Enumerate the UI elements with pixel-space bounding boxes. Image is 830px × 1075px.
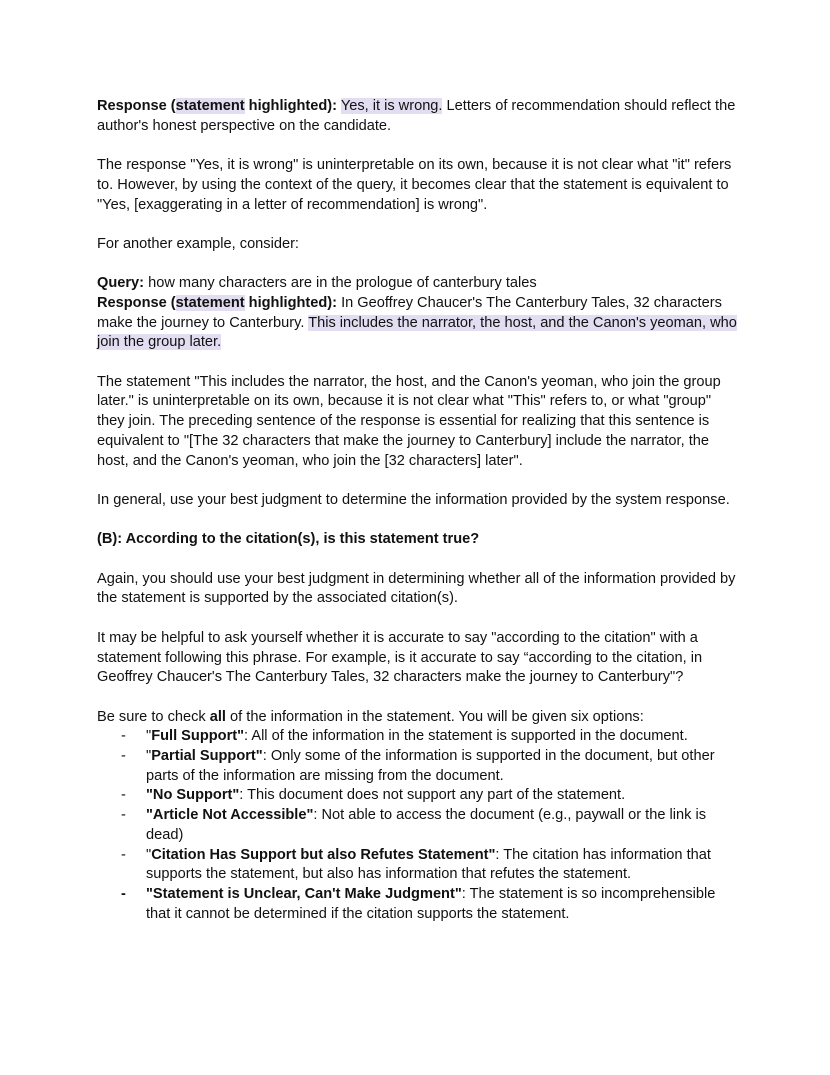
section-heading: (B): According to the citation(s), is this statement true? — [97, 531, 480, 548]
paragraph: For another example, consider: — [97, 235, 299, 252]
list-item: - "Partial Support": Only some of the information is supported in the document, but other parts of the information are missing from the document. — [121, 748, 715, 784]
paragraph: Again, you should use your best judgment in determining whether all of the information provided by the statement is supported by the associated citation(s). — [97, 570, 736, 607]
list-item: - "Citation Has Support but also Refutes Statement": The citation has information that supports the statement, but also has information that refutes the statement. — [121, 846, 711, 883]
options-intro: Be sure to check all of the information in the statement. You will be given six options: — [97, 708, 644, 725]
response-example-2: Response (statement highlighted): In Geoffrey Chaucer's The Canterbury Tales, 32 characters make the journey to Canterbury. This includes the narrator, the host, and the Canon's yeoman, who join the group later. — [97, 294, 737, 351]
paragraph: It may be helpful to ask yourself whether it is accurate to say "according to the citation" with a statement following this phrase. For example, is it accurate to say “according to the citation, in Geoffrey Chaucer's The Canterbury Tales, 32 characters make the journey to Canterbury"? — [97, 629, 703, 686]
statement-highlight: Yes, it is wrong. — [340, 98, 443, 114]
list-item: - "Full Support": All of the information in the statement is supported in the document. — [121, 728, 688, 745]
statement-highlight: This includes the narrator, the host, and the Canon's yeoman, who join the group later. — [97, 314, 737, 351]
options-list — [97, 727, 737, 924]
list-item: - "No Support": This document does not support any part of the statement. — [121, 787, 626, 804]
response-label: Response (statement highlighted): — [97, 294, 338, 311]
query-label: Query: — [97, 275, 145, 292]
document-body — [97, 97, 737, 924]
paragraph: The response "Yes, it is wrong" is uninterpretable on its own, because it is not clear what "it" refers to. However, by using the context of the query, it becomes clear that the statement is equivalent to "Yes, [exaggerating in a letter of recommendation] is wrong". — [97, 157, 732, 213]
paragraph: The statement "This includes the narrator, the host, and the Canon's yeoman, who join the group later." is uninterpretable on its own, because it is not clear what "This" refers to, or what "group" they join. The preceding sentence of the response is essential for realizing that this sentence is equivalent to "[The 32 characters that make the journey to Canterbury] include the narrator, the host, and the Canon's yeoman, who join the [32 characters] later". — [97, 373, 721, 469]
response-label: Response (statement highlighted): — [97, 98, 338, 114]
query-line: Query: how many characters are in the prologue of canterbury tales — [97, 275, 537, 292]
list-item: - "Article Not Accessible": Not able to access the document (e.g., paywall or the link is dead) — [121, 807, 707, 843]
list-item: - "Statement is Unclear, Can't Make Judgment": The statement is so incomprehensible that it cannot be determined if the citation supports the statement. — [121, 885, 716, 922]
paragraph: In general, use your best judgment to determine the information provided by the system response. — [97, 491, 730, 508]
response-example-1: Response (statement highlighted): Yes, it is wrong. Letters of recommendation should reflect the author's honest perspective on the candidate. — [97, 98, 736, 134]
